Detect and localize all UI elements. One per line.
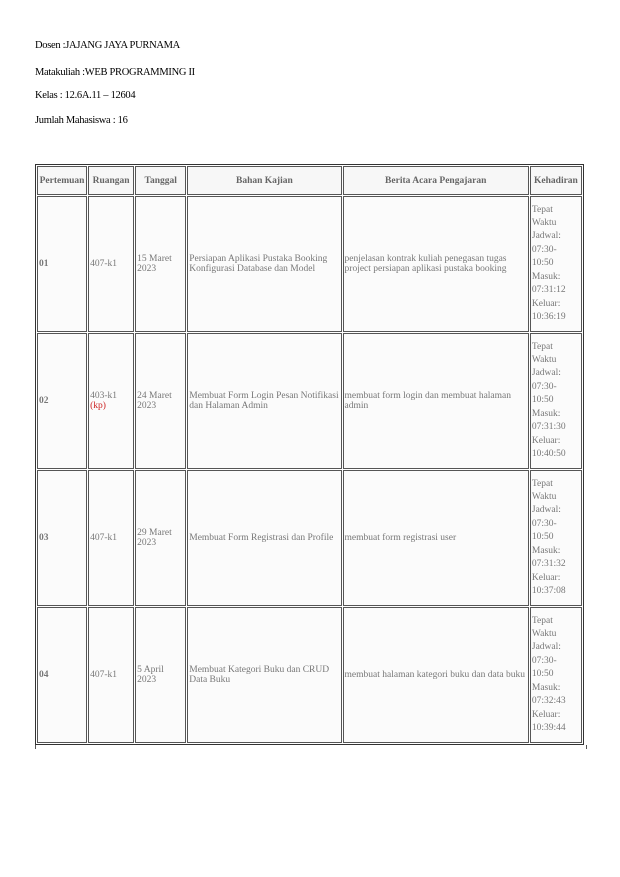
tanggal-cell: 15 Maret 2023 — [135, 196, 186, 332]
header-bahan-kajian: Bahan Kajian — [187, 166, 341, 195]
kehadiran-line: 07:30- — [531, 518, 557, 529]
kehadiran-cell — [530, 196, 582, 332]
ruangan-value: 407-k1 — [90, 259, 117, 269]
kehadiran-line: 07:30- — [531, 381, 557, 392]
ruangan-cell — [88, 607, 134, 743]
kehadiran-line: Jadwal: — [531, 231, 561, 242]
header-pertemuan: Pertemuan — [37, 166, 87, 195]
kehadiran-line: 07:30- — [531, 655, 557, 666]
kehadiran-line: Tepat — [531, 478, 553, 489]
dosen-line: Dosen :JAJANG JAYA PURNAMA — [35, 40, 180, 51]
kehadiran-line: 10:50 — [531, 532, 554, 543]
table-row — [37, 607, 582, 743]
kehadiran-line: 10:36:19 — [531, 311, 566, 322]
kehadiran-cell — [530, 333, 582, 469]
kehadiran-line: Keluar: — [531, 572, 561, 583]
header-kehadiran: Kehadiran — [530, 166, 582, 195]
table-continuation — [35, 745, 587, 749]
kehadiran-line: 10:50 — [531, 395, 554, 406]
kehadiran-line: 10:50 — [531, 669, 554, 680]
kehadiran-line: 07:30- — [531, 244, 557, 255]
kehadiran-line: Jadwal: — [531, 368, 561, 379]
header-tanggal: Tanggal — [135, 166, 186, 195]
kehadiran-line: 10:50 — [531, 258, 554, 269]
berita-acara-cell: membuat form login dan membuat halaman admin — [343, 333, 529, 469]
kehadiran-line: 07:32:43 — [531, 696, 566, 707]
kehadiran-line: Jadwal: — [531, 642, 561, 653]
tanggal-cell: 24 Maret 2023 — [135, 333, 186, 469]
table-row — [37, 196, 582, 332]
kehadiran-line: Masuk: — [531, 271, 561, 282]
ruangan-cell — [88, 333, 134, 469]
kehadiran-line: 10:39:44 — [531, 722, 566, 733]
kehadiran-line: Waktu — [531, 355, 557, 366]
kehadiran-line: Waktu — [531, 629, 557, 640]
kehadiran-line: 07:31:12 — [531, 285, 566, 296]
kehadiran-line: 10:37:08 — [531, 585, 566, 596]
matakuliah-line: Matakuliah :WEB PROGRAMMING II — [35, 67, 195, 78]
pertemuan-cell: 01 — [37, 196, 87, 332]
kehadiran-line: Tepat — [531, 615, 553, 626]
tanggal-cell: 29 Maret 2023 — [135, 470, 186, 606]
kehadiran-line: Waktu — [531, 218, 557, 229]
pertemuan-cell: 03 — [37, 470, 87, 606]
ruangan-cell — [88, 470, 134, 606]
bahan-kajian-cell: Membuat Form Registrasi dan Profile — [187, 470, 341, 606]
kehadiran-line: 07:31:32 — [531, 559, 566, 570]
header-ruangan: Ruangan — [88, 166, 134, 195]
ruangan-value: 403-k1 — [90, 391, 117, 401]
attendance-table — [35, 164, 584, 745]
kehadiran-line: Masuk: — [531, 545, 561, 556]
table-row — [37, 333, 582, 469]
kelas-line: Kelas : 12.6A.11 – 12604 — [35, 90, 136, 101]
ruangan-cell — [88, 196, 134, 332]
tanggal-cell: 5 April 2023 — [135, 607, 186, 743]
pertemuan-cell: 04 — [37, 607, 87, 743]
kehadiran-line: Jadwal: — [531, 505, 561, 516]
jumlah-mahasiswa-line: Jumlah Mahasiswa : 16 — [35, 115, 128, 126]
kehadiran-line: Keluar: — [531, 435, 561, 446]
ruangan-note: (kp) — [90, 401, 106, 411]
kehadiran-cell — [530, 607, 582, 743]
bahan-kajian-cell: Persiapan Aplikasi Pustaka Booking Konfigurasi Database dan Model — [187, 196, 341, 332]
kehadiran-line: Keluar: — [531, 298, 561, 309]
kehadiran-line: Masuk: — [531, 408, 561, 419]
kehadiran-line: 10:40:50 — [531, 448, 566, 459]
ruangan-value: 407-k1 — [90, 533, 117, 543]
berita-acara-cell: membuat form registrasi user — [343, 470, 529, 606]
kehadiran-line: 07:31:30 — [531, 422, 566, 433]
kehadiran-line: Keluar: — [531, 709, 561, 720]
kehadiran-line: Waktu — [531, 492, 557, 503]
kehadiran-line: Tepat — [531, 204, 553, 215]
header-berita-acara: Berita Acara Pengajaran — [343, 166, 529, 195]
table-header-row — [37, 166, 582, 195]
berita-acara-cell: membuat halaman kategori buku dan data buku — [343, 607, 529, 743]
bahan-kajian-cell: Membuat Form Login Pesan Notifikasi dan Halaman Admin — [187, 333, 341, 469]
table-row — [37, 470, 582, 606]
kehadiran-line: Masuk: — [531, 682, 561, 693]
bahan-kajian-cell: Membuat Kategori Buku dan CRUD Data Buku — [187, 607, 341, 743]
berita-acara-cell: penjelasan kontrak kuliah penegasan tugas project persiapan aplikasi pustaka booking — [343, 196, 529, 332]
ruangan-value: 407-k1 — [90, 670, 117, 680]
pertemuan-cell: 02 — [37, 333, 87, 469]
kehadiran-line: Tepat — [531, 341, 553, 352]
kehadiran-cell — [530, 470, 582, 606]
